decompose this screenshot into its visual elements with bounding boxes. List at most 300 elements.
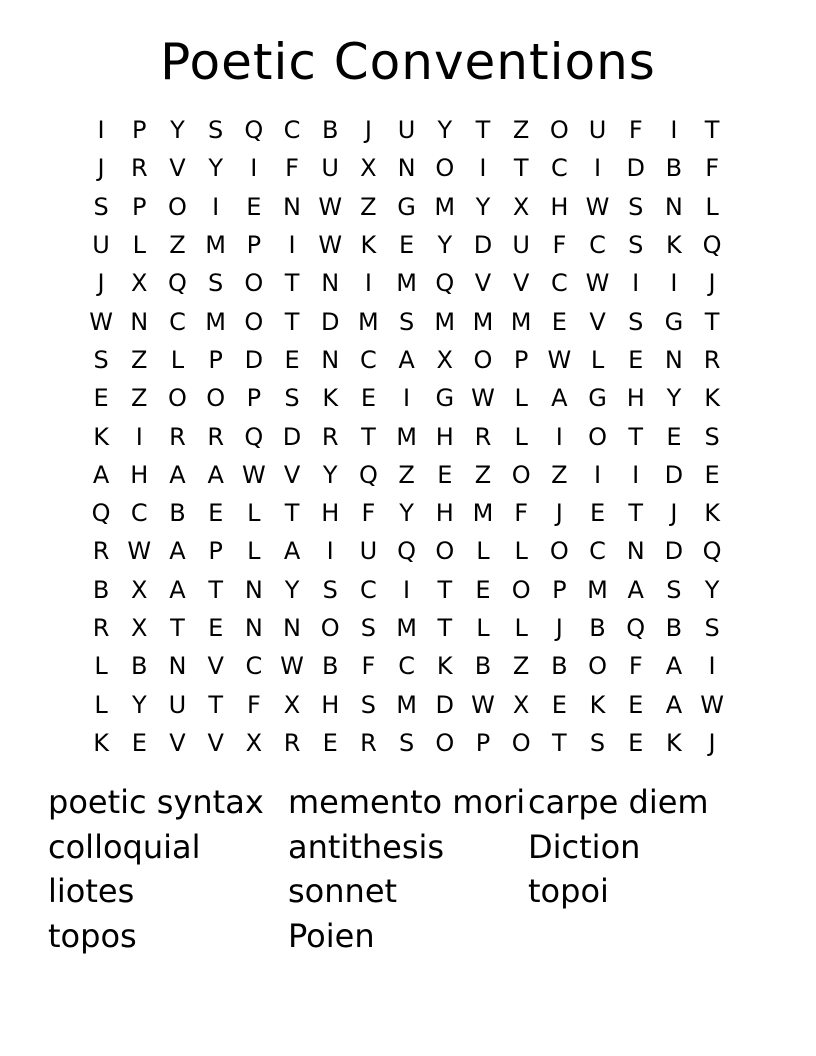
grid-letter: L bbox=[170, 345, 185, 374]
grid-letter: N bbox=[244, 575, 263, 604]
grid-letter: B bbox=[169, 499, 186, 528]
grid-row bbox=[82, 379, 731, 417]
grid-letter: H bbox=[626, 384, 645, 413]
grid-letter: W bbox=[471, 384, 495, 413]
grid-letter: W bbox=[585, 192, 610, 221]
grid-letter: E bbox=[666, 422, 682, 451]
grid-letter: R bbox=[169, 422, 186, 451]
grid-row bbox=[82, 302, 731, 340]
grid-letter: C bbox=[169, 307, 186, 336]
grid-letter: O bbox=[435, 728, 455, 757]
grid-letter: D bbox=[626, 154, 645, 183]
grid-letter: C bbox=[550, 269, 568, 298]
word-bank-item: carpe diem bbox=[528, 783, 709, 821]
grid-letter: R bbox=[474, 422, 492, 451]
grid-letter: K bbox=[93, 422, 109, 451]
grid-letter: M bbox=[396, 614, 417, 642]
grid-letter: T bbox=[704, 116, 720, 145]
grid-letter: T bbox=[284, 307, 300, 336]
grid-letter: L bbox=[247, 499, 261, 528]
grid-letter: S bbox=[398, 307, 415, 336]
grid-letter: I bbox=[632, 460, 640, 489]
grid-letter: S bbox=[589, 728, 606, 757]
grid-letter: S bbox=[360, 614, 377, 642]
grid-letter: U bbox=[168, 690, 187, 719]
grid-letter: Y bbox=[666, 384, 682, 413]
grid-letter: O bbox=[549, 116, 569, 145]
grid-letter: C bbox=[589, 231, 606, 260]
grid-letter: X bbox=[131, 269, 148, 298]
grid-letter: E bbox=[284, 345, 300, 374]
grid-letter: F bbox=[628, 652, 643, 681]
grid-letter: J bbox=[364, 116, 372, 145]
grid-row bbox=[82, 494, 731, 532]
grid-letter: L bbox=[247, 537, 261, 566]
grid-letter: Q bbox=[244, 116, 264, 145]
grid-letter: Y bbox=[437, 116, 453, 145]
grid-letter: I bbox=[97, 116, 105, 145]
grid-letter: H bbox=[435, 499, 454, 528]
grid-letter: N bbox=[168, 652, 187, 681]
grid-letter: S bbox=[666, 575, 682, 604]
grid-letter: E bbox=[322, 728, 338, 757]
grid-letter: M bbox=[205, 231, 227, 260]
grid-letter: O bbox=[435, 537, 455, 566]
grid-letter: N bbox=[397, 154, 416, 183]
grid-letter: O bbox=[206, 384, 226, 413]
grid-letter: I bbox=[708, 652, 716, 681]
grid-letter: E bbox=[551, 307, 567, 336]
grid-letter: H bbox=[321, 499, 340, 528]
grid-letter: A bbox=[169, 575, 186, 604]
grid-letter: X bbox=[360, 154, 377, 183]
grid-row bbox=[82, 341, 731, 379]
grid-letter: F bbox=[285, 154, 299, 183]
grid-letter: V bbox=[169, 154, 186, 183]
word-bank-item: poetic syntax bbox=[48, 783, 264, 821]
grid-letter: T bbox=[628, 499, 644, 528]
word-bank-item: sonnet bbox=[288, 872, 398, 910]
grid-letter: T bbox=[552, 728, 567, 757]
letter-grid bbox=[82, 111, 731, 762]
grid-row bbox=[82, 571, 731, 609]
grid-row bbox=[82, 647, 731, 685]
word-bank-item: liotes bbox=[48, 872, 135, 910]
grid-letter: L bbox=[132, 231, 146, 260]
grid-letter: J bbox=[555, 614, 563, 642]
grid-letter: A bbox=[169, 460, 186, 489]
grid-letter: P bbox=[246, 384, 262, 413]
grid-letter: T bbox=[208, 690, 223, 719]
grid-letter: Y bbox=[704, 575, 720, 604]
grid-letter: Q bbox=[91, 499, 111, 528]
grid-letter: D bbox=[282, 422, 302, 451]
grid-letter: G bbox=[435, 384, 455, 413]
grid-letter: T bbox=[628, 422, 644, 451]
grid-letter: I bbox=[593, 154, 602, 183]
grid-letter: O bbox=[168, 384, 187, 413]
grid-letter: E bbox=[628, 690, 644, 719]
grid-letter: L bbox=[476, 614, 490, 642]
grid-letter: S bbox=[628, 192, 644, 221]
grid-letter: N bbox=[321, 269, 340, 298]
grid-letter: H bbox=[435, 422, 454, 451]
grid-letter: T bbox=[208, 575, 223, 604]
grid-letter: P bbox=[132, 116, 147, 145]
grid-letter: I bbox=[555, 422, 563, 451]
grid-letter: Q bbox=[358, 460, 378, 489]
grid-letter: F bbox=[628, 116, 643, 145]
grid-letter: W bbox=[318, 192, 343, 221]
grid-letter: W bbox=[700, 690, 724, 719]
grid-letter: R bbox=[283, 728, 301, 757]
grid-letter: X bbox=[131, 575, 148, 604]
grid-letter: B bbox=[551, 652, 568, 681]
grid-letter: N bbox=[664, 192, 683, 221]
grid-letter: R bbox=[92, 537, 110, 566]
grid-letter: A bbox=[551, 384, 568, 413]
word-bank-item: colloquial bbox=[48, 827, 201, 866]
grid-letter: W bbox=[127, 537, 152, 566]
grid-letter: T bbox=[475, 116, 491, 145]
grid-letter: L bbox=[514, 384, 528, 413]
grid-letter: Q bbox=[168, 269, 187, 298]
grid-letter: E bbox=[208, 499, 224, 528]
grid-letter: J bbox=[97, 269, 105, 298]
grid-letter: F bbox=[361, 499, 376, 528]
grid-letter: F bbox=[552, 231, 567, 260]
grid-letter: V bbox=[169, 728, 186, 757]
grid-letter: T bbox=[284, 499, 300, 528]
grid-row bbox=[82, 417, 731, 455]
grid-letter: S bbox=[704, 614, 720, 642]
word-bank-item: Poien bbox=[288, 916, 375, 955]
grid-letter: C bbox=[130, 499, 148, 528]
grid-letter: V bbox=[283, 460, 301, 489]
grid-letter: K bbox=[666, 728, 682, 757]
grid-letter: M bbox=[434, 192, 456, 221]
grid-letter: C bbox=[245, 652, 263, 681]
grid-letter: Z bbox=[512, 116, 530, 145]
grid-letter: U bbox=[92, 231, 110, 260]
grid-letter: K bbox=[436, 652, 453, 681]
grid-letter: K bbox=[93, 728, 109, 757]
grid-letter: X bbox=[512, 690, 530, 719]
grid-letter: B bbox=[665, 614, 683, 642]
grid-letter: T bbox=[437, 614, 453, 642]
grid-letter: L bbox=[705, 192, 719, 221]
grid-letter: L bbox=[514, 537, 528, 566]
grid-letter: S bbox=[704, 422, 720, 451]
grid-letter: X bbox=[283, 690, 301, 719]
grid-letter: P bbox=[132, 192, 147, 221]
grid-letter: V bbox=[589, 307, 606, 336]
grid-letter: P bbox=[513, 345, 529, 374]
grid-letter: N bbox=[283, 614, 301, 642]
grid-letter: R bbox=[130, 154, 148, 183]
grid-letter: N bbox=[626, 537, 645, 566]
grid-letter: O bbox=[511, 460, 531, 489]
grid-letter: V bbox=[474, 269, 492, 298]
grid-letter: K bbox=[704, 384, 720, 413]
grid-letter: D bbox=[320, 307, 340, 336]
grid-letter: Z bbox=[551, 460, 568, 489]
grid-letter: G bbox=[397, 192, 416, 221]
grid-letter: O bbox=[588, 422, 607, 451]
grid-letter: C bbox=[589, 537, 606, 566]
grid-row bbox=[82, 111, 731, 149]
grid-letter: W bbox=[585, 269, 610, 298]
grid-letter: E bbox=[704, 460, 720, 489]
grid-letter: I bbox=[250, 154, 258, 183]
grid-letter: G bbox=[588, 384, 607, 413]
grid-letter: X bbox=[131, 614, 148, 642]
grid-letter: Y bbox=[437, 231, 453, 260]
grid-letter: F bbox=[514, 499, 529, 528]
grid-letter: Y bbox=[131, 690, 147, 719]
grid-letter: B bbox=[131, 652, 148, 681]
grid-letter: B bbox=[665, 154, 683, 183]
grid-letter: E bbox=[93, 384, 109, 413]
grid-letter: Q bbox=[244, 422, 264, 451]
grid-letter: O bbox=[320, 614, 340, 642]
grid-letter: A bbox=[665, 652, 683, 681]
grid-letter: J bbox=[670, 499, 678, 528]
grid-letter: C bbox=[360, 345, 377, 374]
grid-letter: C bbox=[283, 116, 301, 145]
grid-letter: U bbox=[359, 537, 378, 566]
grid-letter: R bbox=[360, 728, 377, 757]
grid-letter: J bbox=[555, 499, 563, 528]
grid-letter: B bbox=[92, 575, 110, 604]
grid-letter: V bbox=[207, 652, 224, 681]
grid-letter: E bbox=[246, 192, 262, 221]
grid-letter: Z bbox=[398, 460, 415, 489]
grid-letter: N bbox=[664, 345, 683, 374]
grid-letter: L bbox=[514, 422, 528, 451]
grid-letter: W bbox=[241, 460, 266, 489]
grid-letter: O bbox=[168, 192, 187, 221]
grid-letter: B bbox=[474, 652, 492, 681]
grid-letter: S bbox=[284, 384, 300, 413]
grid-letter: I bbox=[670, 269, 678, 298]
grid-letter: I bbox=[593, 460, 602, 489]
grid-letter: C bbox=[360, 575, 377, 604]
grid-letter: K bbox=[322, 384, 339, 413]
grid-letter: A bbox=[283, 537, 301, 566]
grid-letter: M bbox=[358, 307, 379, 336]
grid-letter: Q bbox=[702, 537, 722, 566]
grid-letter: A bbox=[398, 345, 415, 374]
grid-letter: O bbox=[588, 652, 607, 681]
grid-letter: E bbox=[208, 614, 224, 642]
grid-letter: M bbox=[434, 307, 456, 336]
grid-letter: P bbox=[208, 537, 223, 566]
grid-letter: U bbox=[321, 154, 339, 183]
grid-letter: L bbox=[476, 537, 490, 566]
grid-letter: O bbox=[244, 269, 264, 298]
grid-letter: S bbox=[322, 575, 338, 604]
grid-letter: O bbox=[473, 345, 493, 374]
grid-letter: H bbox=[130, 460, 149, 489]
grid-letter: T bbox=[284, 269, 300, 298]
grid-letter: T bbox=[170, 614, 185, 642]
grid-letter: T bbox=[513, 154, 529, 183]
grid-row bbox=[82, 456, 731, 494]
grid-letter: I bbox=[326, 537, 334, 566]
word-bank-item: antithesis bbox=[288, 827, 445, 866]
grid-letter: N bbox=[321, 345, 340, 374]
grid-letter: I bbox=[403, 575, 411, 604]
grid-letter: W bbox=[471, 690, 495, 719]
grid-row bbox=[82, 685, 731, 723]
grid-letter: E bbox=[360, 384, 376, 413]
grid-letter: E bbox=[628, 728, 644, 757]
grid-letter: H bbox=[550, 192, 569, 221]
grid-letter: O bbox=[244, 307, 264, 336]
grid-letter: O bbox=[511, 575, 531, 604]
grid-letter: S bbox=[360, 690, 377, 719]
grid-letter: M bbox=[472, 307, 494, 336]
grid-letter: T bbox=[361, 422, 376, 451]
grid-letter: N bbox=[283, 192, 301, 221]
grid-letter: Q bbox=[435, 269, 455, 298]
grid-letter: S bbox=[208, 269, 224, 298]
grid-letter: P bbox=[208, 345, 223, 374]
grid-letter: U bbox=[512, 231, 530, 260]
grid-letter: A bbox=[207, 460, 224, 489]
grid-row bbox=[82, 609, 731, 647]
word-bank-item: topos bbox=[48, 916, 137, 955]
grid-row bbox=[82, 226, 731, 264]
grid-letter: W bbox=[318, 231, 343, 260]
grid-letter: S bbox=[628, 307, 644, 336]
grid-letter: Y bbox=[322, 460, 338, 489]
grid-letter: Z bbox=[131, 345, 148, 374]
word-bank-item: Diction bbox=[528, 827, 641, 866]
grid-letter: D bbox=[664, 460, 684, 489]
grid-letter: S bbox=[208, 116, 224, 145]
grid-letter: S bbox=[628, 231, 644, 260]
grid-letter: Q bbox=[626, 614, 646, 642]
grid-letter: U bbox=[588, 116, 607, 145]
grid-letter: V bbox=[207, 728, 224, 757]
grid-letter: O bbox=[511, 728, 531, 757]
grid-letter: J bbox=[708, 728, 716, 757]
word-bank-item: memento mori bbox=[288, 783, 526, 821]
grid-letter: R bbox=[703, 345, 721, 374]
grid-letter: Z bbox=[474, 460, 492, 489]
grid-letter: I bbox=[479, 154, 487, 183]
grid-letter: F bbox=[246, 690, 261, 719]
grid-letter: E bbox=[437, 460, 453, 489]
grid-letter: B bbox=[589, 614, 606, 642]
grid-letter: A bbox=[92, 460, 110, 489]
grid-letter: P bbox=[475, 728, 491, 757]
grid-letter: E bbox=[628, 345, 644, 374]
grid-letter: Y bbox=[475, 192, 491, 221]
grid-letter: D bbox=[664, 537, 684, 566]
grid-letter: C bbox=[398, 652, 415, 681]
grid-letter: L bbox=[590, 345, 605, 374]
grid-letter: N bbox=[244, 614, 263, 642]
grid-letter: M bbox=[396, 422, 417, 451]
grid-letter: S bbox=[93, 345, 109, 374]
grid-letter: T bbox=[437, 575, 453, 604]
grid-letter: Y bbox=[284, 575, 300, 604]
grid-letter: O bbox=[435, 154, 455, 183]
grid-letter: E bbox=[399, 231, 415, 260]
grid-letter: X bbox=[512, 192, 530, 221]
grid-letter: M bbox=[510, 307, 532, 336]
grid-letter: S bbox=[93, 192, 109, 221]
grid-letter: G bbox=[664, 307, 684, 336]
grid-letter: I bbox=[403, 384, 411, 413]
grid-row bbox=[82, 264, 731, 302]
grid-letter: I bbox=[670, 116, 678, 145]
grid-letter: B bbox=[321, 116, 339, 145]
grid-letter: V bbox=[512, 269, 530, 298]
grid-letter: D bbox=[244, 345, 264, 374]
grid-letter: P bbox=[246, 231, 262, 260]
grid-letter: Q bbox=[702, 231, 722, 260]
grid-letter: I bbox=[364, 269, 372, 298]
grid-letter: X bbox=[245, 728, 263, 757]
grid-letter: S bbox=[398, 728, 415, 757]
grid-row bbox=[82, 149, 731, 187]
grid-letter: D bbox=[473, 231, 493, 260]
grid-letter: M bbox=[472, 499, 494, 528]
grid-letter: N bbox=[130, 307, 149, 336]
page-title: Poetic Conventions bbox=[160, 33, 656, 91]
grid-letter: Y bbox=[399, 499, 414, 528]
grid-letter: A bbox=[169, 537, 186, 566]
grid-letter: O bbox=[549, 537, 569, 566]
grid-letter: K bbox=[704, 499, 720, 528]
grid-row bbox=[82, 188, 731, 226]
grid-letter: Z bbox=[131, 384, 148, 413]
grid-letter: R bbox=[321, 422, 339, 451]
grid-letter: Z bbox=[360, 192, 377, 221]
grid-letter: P bbox=[552, 575, 567, 604]
grid-letter: K bbox=[589, 690, 606, 719]
grid-letter: K bbox=[360, 231, 377, 260]
grid-letter: I bbox=[632, 269, 640, 298]
grid-letter: Q bbox=[397, 537, 417, 566]
grid-letter: E bbox=[475, 575, 491, 604]
grid-letter: A bbox=[665, 690, 683, 719]
grid-letter: W bbox=[547, 345, 572, 374]
grid-letter: I bbox=[212, 192, 220, 221]
grid-letter: F bbox=[705, 154, 719, 183]
grid-letter: Z bbox=[169, 231, 186, 260]
grid-letter: R bbox=[92, 614, 110, 642]
grid-letter: Y bbox=[208, 154, 223, 183]
grid-row bbox=[82, 724, 731, 762]
grid-letter: L bbox=[94, 652, 108, 681]
grid-letter: B bbox=[321, 652, 339, 681]
grid-letter: K bbox=[666, 231, 682, 260]
grid-letter: H bbox=[321, 690, 340, 719]
grid-letter: T bbox=[704, 307, 720, 336]
grid-letter: D bbox=[435, 690, 455, 719]
grid-letter: I bbox=[288, 231, 296, 260]
word-bank-item: topoi bbox=[528, 872, 609, 910]
grid-letter: J bbox=[708, 269, 716, 298]
word-bank bbox=[48, 780, 768, 958]
grid-letter: I bbox=[135, 422, 143, 451]
grid-letter: W bbox=[89, 307, 113, 336]
